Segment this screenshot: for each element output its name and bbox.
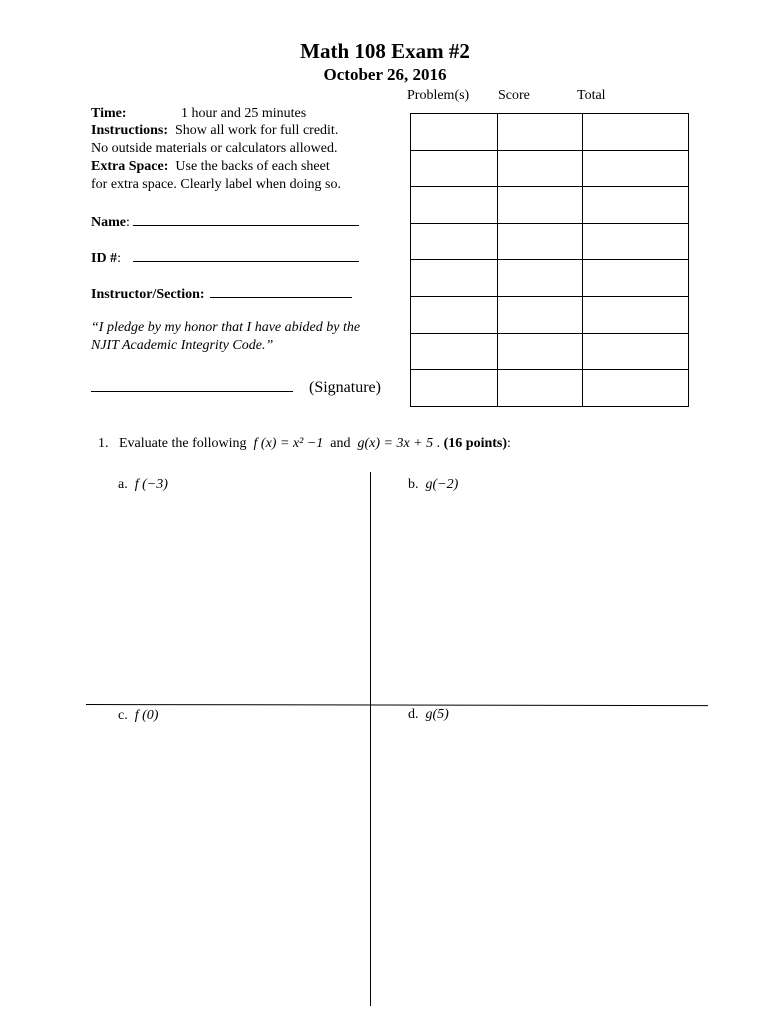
name-blank[interactable]	[133, 211, 359, 226]
score-cell	[497, 114, 582, 151]
question-1-f-definition: f (x) = x² −1	[253, 436, 324, 451]
score-cell	[497, 187, 582, 224]
part-d-expression: g(5)	[425, 707, 449, 722]
total-cell	[582, 296, 688, 333]
score-table-row	[411, 333, 689, 370]
part-d-label: d.	[408, 707, 419, 722]
honor-pledge-line-1: “I pledge by my honor that I have abided by the	[91, 320, 361, 335]
extra-space-value: Use the backs of each sheet	[175, 159, 330, 174]
total-cell	[582, 114, 688, 151]
score-table-row	[411, 187, 689, 224]
time-value: 1 hour and 25 minutes	[181, 106, 307, 121]
problem-cell	[411, 370, 498, 407]
id-field[interactable]: ID #:	[91, 247, 359, 268]
signature-blank[interactable]	[91, 374, 293, 392]
score-table-row	[411, 370, 689, 407]
total-cell	[582, 260, 688, 297]
instructor-section-blank[interactable]	[210, 283, 352, 298]
score-table-header-total: Total	[577, 88, 606, 103]
question-1-prompt: Evaluate the following	[119, 436, 247, 451]
total-cell	[582, 223, 688, 260]
work-area-horizontal-divider	[86, 704, 708, 706]
problem-cell	[411, 296, 498, 333]
part-c-expression: f (0)	[134, 708, 159, 723]
question-1: 1. Evaluate the following f (x) = x² −1 and g(x) = 3x + 5 . (16 points):	[98, 436, 511, 451]
problem-cell	[411, 114, 498, 151]
name-label: Name	[91, 215, 126, 230]
part-d	[408, 706, 449, 724]
signature-field[interactable]	[91, 374, 381, 399]
score-cell	[497, 296, 582, 333]
part-c-label: c.	[118, 708, 128, 723]
total-cell	[582, 333, 688, 370]
extra-space-label: Extra Space:	[91, 159, 169, 174]
part-b	[408, 476, 458, 494]
part-c	[118, 707, 158, 725]
question-1-number: 1.	[98, 436, 109, 451]
honor-pledge-line-2: NJIT Academic Integrity Code.”	[91, 338, 274, 353]
name-field[interactable]: Name:	[91, 211, 359, 232]
instructor-section-field[interactable]	[91, 283, 352, 304]
problem-cell	[411, 187, 498, 224]
question-1-g-definition: g(x) = 3x + 5	[357, 436, 434, 451]
part-a-expression: f (−3)	[134, 477, 168, 492]
id-label: ID #	[91, 251, 118, 266]
instructor-section-label: Instructor/Section:	[91, 287, 205, 302]
problem-cell	[411, 333, 498, 370]
extra-space-line-2: for extra space. Clearly label when doing so.	[91, 177, 341, 192]
problem-cell	[411, 150, 498, 187]
score-cell	[497, 370, 582, 407]
part-b-label: b.	[408, 477, 419, 492]
score-table-header-score: Score	[498, 88, 530, 103]
score-table-row	[411, 296, 689, 333]
total-cell	[582, 187, 688, 224]
honor-pledge	[91, 319, 391, 355]
score-table-row	[411, 114, 689, 151]
part-a	[118, 476, 168, 494]
instructions-line-2: No outside materials or calculators allowed.	[91, 141, 338, 156]
score-table-row	[411, 223, 689, 260]
problem-cell	[411, 223, 498, 260]
question-1-and: and	[330, 436, 351, 451]
instructions-line	[91, 122, 338, 140]
part-b-expression: g(−2)	[425, 477, 459, 492]
instructions-label: Instructions:	[91, 123, 169, 138]
total-cell	[582, 150, 688, 187]
total-cell	[582, 370, 688, 407]
score-cell	[497, 150, 582, 187]
score-cell	[497, 223, 582, 260]
problem-cell	[411, 260, 498, 297]
score-cell	[497, 333, 582, 370]
score-table	[410, 113, 689, 407]
time-label: Time:	[91, 106, 127, 121]
exam-date: October 26, 2016	[323, 65, 447, 84]
score-table-row	[411, 150, 689, 187]
instructions-value: Show all work for full credit.	[175, 123, 339, 138]
id-blank[interactable]	[133, 247, 359, 262]
part-a-label: a.	[118, 477, 128, 492]
exam-title: Math 108 Exam #2	[300, 39, 470, 63]
time-line	[91, 105, 306, 123]
work-area-vertical-divider	[370, 472, 371, 1006]
extra-space-line	[91, 158, 330, 176]
score-cell	[497, 260, 582, 297]
signature-label: (Signature)	[309, 379, 381, 396]
question-1-points: (16 points)	[443, 436, 508, 451]
score-table-header-problems: Problem(s)	[407, 88, 470, 103]
score-table-row	[411, 260, 689, 297]
